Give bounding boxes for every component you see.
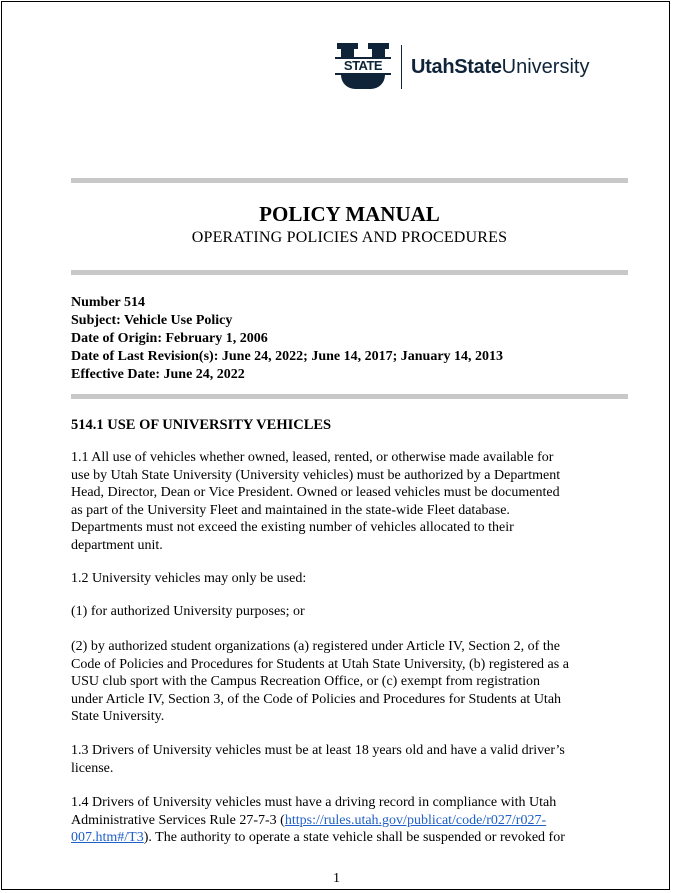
page-title: POLICY MANUAL	[259, 202, 440, 226]
divider-rule	[71, 270, 628, 275]
divider-rule	[71, 178, 628, 183]
logo-wordmark	[411, 56, 589, 79]
paragraph-1-4: 1.4 Drivers of University vehicles must have a driving record in compliance with Utah Administrative Services Rule 27-7-3 (https://rules.utah.gov/publicat/code/r027/r027- 007.htm#/T3). The authority to operate a state vehicle shall be suspended or revoked for	[71, 795, 565, 846]
usu-u-state-mark-icon	[335, 43, 391, 91]
section-heading: 514.1 USE OF UNIVERSITY VEHICLES	[71, 417, 332, 433]
policy-subject: Subject: Vehicle Use Policy	[71, 313, 233, 328]
policy-metadata	[71, 294, 503, 384]
date-of-last-revisions: Date of Last Revision(s): June 24, 2022; June 14, 2017; January 14, 2013	[71, 349, 504, 364]
paragraph-1-3: 1.3 Drivers of University vehicles must be at least 18 years old and have a valid driver’s license.	[71, 743, 565, 776]
paragraph-1-2: 1.2 University vehicles may only be used:	[71, 571, 307, 586]
usu-logo	[335, 43, 589, 91]
policy-number: Number 514	[71, 295, 146, 310]
paragraph-item-2: (2) by authorized student organizations (a) registered under Article IV, Section 2, of the Code of Policies and Procedures for Students at Utah State University, (b) registered as a USU club sport with the Campus Recreation Office, or (c) exempt from registration under Article IV, Section 3, of the Code of Policies and Procedures for Students at Utah State University.	[71, 639, 569, 725]
logo-divider	[401, 45, 402, 89]
paragraph-1-1: 1.1 All use of vehicles whether owned, leased, rented, or otherwise made available for use by Utah State University (University vehicles) must be authorized by a Department Head, Director, Dean or Vice President. Owned or leased vehicles must be documented as part of the University Fleet and maintained in the state-wide Fleet database. Departments must not exceed the existing number of vehicles allocated to their department unit.	[71, 450, 561, 553]
paragraph-item-1: (1) for authorized University purposes; or	[71, 604, 305, 619]
rule-link-continued[interactable]: 007.htm#/T3	[71, 830, 144, 846]
page-subtitle: OPERATING POLICIES AND PROCEDURES	[191, 229, 508, 246]
date-of-origin: Date of Origin: February 1, 2006	[71, 331, 268, 346]
rule-link[interactable]: https://rules.utah.gov/publicat/code/r027/r027-	[284, 812, 547, 828]
page-number: 1	[333, 871, 340, 886]
logo-name-regular: University	[501, 55, 590, 78]
effective-date: Effective Date: June 24, 2022	[71, 367, 245, 382]
document-page	[1, 1, 670, 890]
divider-rule	[71, 394, 628, 399]
logo-mark-text: STATE	[335, 57, 391, 75]
logo-name-bold: UtahState	[411, 55, 502, 78]
